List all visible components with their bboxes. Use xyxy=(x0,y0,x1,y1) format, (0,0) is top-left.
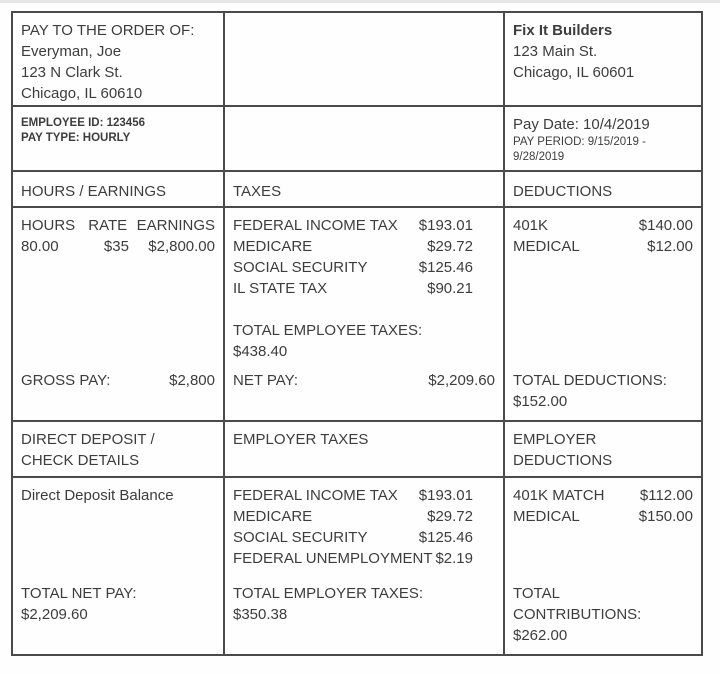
payee-address-line1: 123 N Clark St. xyxy=(21,64,123,81)
tax-label: IL STATE TAX xyxy=(233,280,328,297)
gross-pay-label: GROSS PAY: xyxy=(21,372,111,389)
tax-row xyxy=(233,215,473,236)
deduction-amount: $12.00 xyxy=(647,238,693,255)
payee-name: Everyman, Joe xyxy=(21,43,122,60)
direct-deposit-header-line1: DIRECT DEPOSIT / xyxy=(21,431,155,448)
company-address-cell xyxy=(505,13,701,107)
total-contributions-block xyxy=(513,583,693,650)
deduction-row xyxy=(513,236,693,257)
employer-deduction-amount: $150.00 xyxy=(638,508,693,525)
earnings-value: $2,800.00 xyxy=(148,238,215,255)
total-employee-taxes-value: $438.40 xyxy=(233,343,288,360)
earnings-cell xyxy=(13,208,225,422)
header-employer-deductions xyxy=(505,422,701,478)
total-employer-taxes-label: TOTAL EMPLOYER TAXES: xyxy=(233,585,424,602)
net-pay-label: NET PAY: xyxy=(233,372,299,389)
company-address-line2: Chicago, IL 60601 xyxy=(513,64,635,81)
employer-deduction-row xyxy=(513,485,693,506)
direct-deposit-cell xyxy=(13,478,225,654)
tax-label: MEDICARE xyxy=(233,238,313,255)
total-contributions-label-line2: CONTRIBUTIONS: xyxy=(513,606,642,623)
employer-deductions-header-line2: DEDUCTIONS xyxy=(513,452,613,469)
tax-label: FEDERAL INCOME TAX xyxy=(233,217,398,234)
pay-period-line1: PAY PERIOD: 9/15/2019 - xyxy=(513,136,646,148)
deduction-row xyxy=(513,215,693,236)
total-deductions-block xyxy=(513,370,693,416)
direct-deposit-balance-label: Direct Deposit Balance xyxy=(21,487,174,504)
total-employer-taxes-value: $350.38 xyxy=(233,606,288,623)
tax-label: SOCIAL SECURITY xyxy=(233,529,368,546)
employer-deductions-header-line1: EMPLOYER xyxy=(513,431,597,448)
tax-row xyxy=(233,506,473,527)
employee-id: EMPLOYEE ID: 123456 xyxy=(21,117,145,129)
employer-deductions-cell xyxy=(505,478,701,654)
tax-amount: $193.01 xyxy=(418,487,473,504)
tax-row xyxy=(233,278,473,299)
tax-amount: $2.19 xyxy=(435,550,473,567)
employer-deduction-amount: $112.00 xyxy=(639,487,693,504)
employer-deduction-row xyxy=(513,506,693,527)
employer-deduction-label: 401K MATCH xyxy=(513,487,605,504)
employee-meta-cell xyxy=(13,107,225,172)
deductions-cell xyxy=(505,208,701,422)
employee-taxes-list xyxy=(233,215,473,299)
earnings-header: EARNINGS xyxy=(136,217,215,234)
deduction-label: MEDICAL xyxy=(513,238,580,255)
gross-pay-value: $2,800 xyxy=(169,372,215,389)
total-contributions-label-line1: TOTAL xyxy=(513,585,560,602)
employer-deduction-label: MEDICAL xyxy=(513,508,580,525)
total-employer-taxes-block xyxy=(233,583,495,650)
employer-taxes-list xyxy=(233,485,473,569)
hours-value: 80.00 xyxy=(21,238,59,255)
total-net-pay-block xyxy=(21,583,215,650)
total-contributions-value: $262.00 xyxy=(513,627,568,644)
tax-row xyxy=(233,485,473,506)
empty-cell-top-middle xyxy=(225,13,505,107)
net-pay-row xyxy=(233,370,495,416)
total-net-pay-value: $2,209.60 xyxy=(21,606,88,623)
paystub-table xyxy=(11,11,703,656)
direct-deposit-header-line2: CHECK DETAILS xyxy=(21,452,140,469)
total-net-pay-label: TOTAL NET PAY: xyxy=(21,585,137,602)
pay-date-cell xyxy=(505,107,701,172)
header-taxes: TAXES xyxy=(225,172,505,208)
total-deductions-value: $152.00 xyxy=(513,393,568,410)
rate-value: $35 xyxy=(103,238,129,255)
tax-label: FEDERAL UNEMPLOYMENT xyxy=(233,550,433,567)
tax-amount: $125.46 xyxy=(418,259,473,276)
net-pay-value: $2,209.60 xyxy=(428,372,495,389)
pay-period-line2: 9/28/2019 xyxy=(513,151,565,163)
total-deductions-label: TOTAL DEDUCTIONS: xyxy=(513,372,667,389)
gross-pay-row xyxy=(21,370,215,416)
pay-type: PAY TYPE: HOURLY xyxy=(21,132,131,144)
earnings-column-headers xyxy=(21,215,215,236)
tax-label: MEDICARE xyxy=(233,508,313,525)
tax-row xyxy=(233,257,473,278)
empty-cell-meta-middle xyxy=(225,107,505,172)
employee-taxes-cell xyxy=(225,208,505,422)
hours-header: HOURS xyxy=(21,217,76,234)
deduction-label: 401K xyxy=(513,217,549,234)
tax-label: SOCIAL SECURITY xyxy=(233,259,368,276)
header-deductions: DEDUCTIONS xyxy=(505,172,701,208)
total-employee-taxes-label: TOTAL EMPLOYEE TAXES: xyxy=(233,322,423,339)
header-hours-earnings: HOURS / EARNINGS xyxy=(13,172,225,208)
rate-header: RATE xyxy=(88,217,128,234)
tax-amount: $29.72 xyxy=(427,238,473,255)
tax-amount: $29.72 xyxy=(427,508,473,525)
tax-label: FEDERAL INCOME TAX xyxy=(233,487,398,504)
payee-address-line2: Chicago, IL 60610 xyxy=(21,85,143,102)
tax-amount: $90.21 xyxy=(427,280,473,297)
tax-row xyxy=(233,548,473,569)
pay-date: Pay Date: 10/4/2019 xyxy=(513,116,650,133)
payee-address-cell xyxy=(13,13,225,107)
page-top-edge xyxy=(0,0,720,3)
company-address-line1: 123 Main St. xyxy=(513,43,598,60)
tax-amount: $193.01 xyxy=(418,217,473,234)
deduction-amount: $140.00 xyxy=(638,217,693,234)
pay-to-order-label: PAY TO THE ORDER OF: xyxy=(21,22,195,39)
header-employer-taxes: EMPLOYER TAXES xyxy=(225,422,505,478)
earnings-values-row xyxy=(21,236,215,257)
company-name: Fix It Builders xyxy=(513,22,613,39)
header-direct-deposit xyxy=(13,422,225,478)
employer-taxes-cell xyxy=(225,478,505,654)
tax-amount: $125.46 xyxy=(418,529,473,546)
tax-row xyxy=(233,236,473,257)
tax-row xyxy=(233,527,473,548)
